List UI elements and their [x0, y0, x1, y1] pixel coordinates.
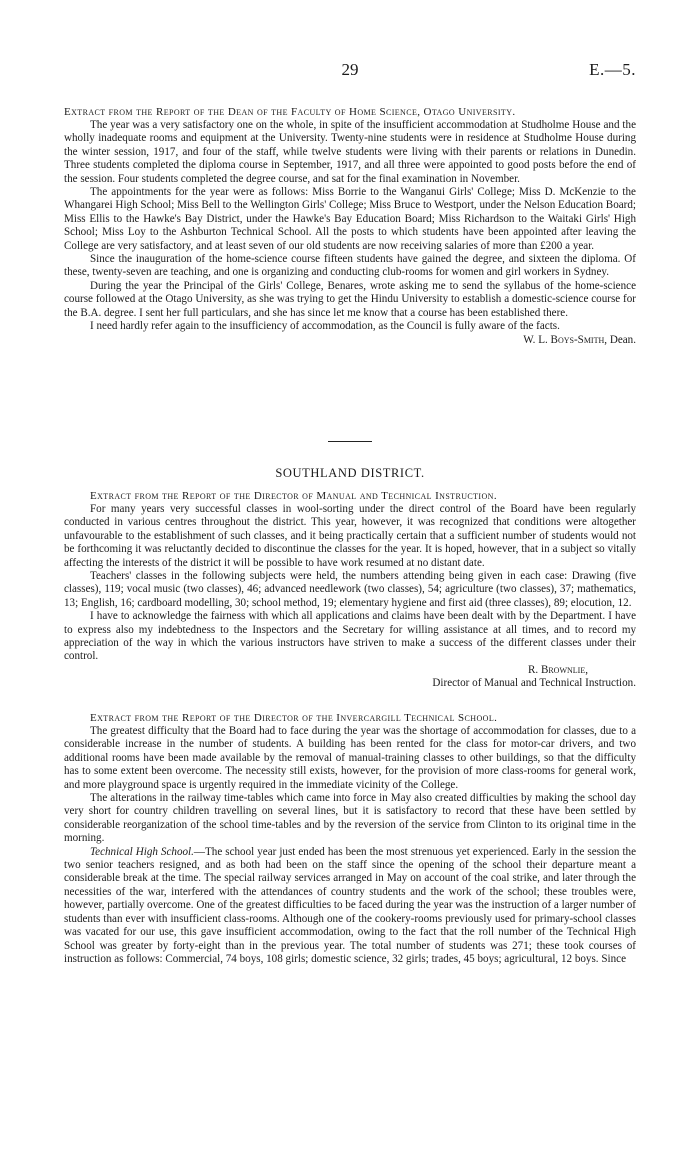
document-reference: E.—5. [589, 60, 636, 79]
district-title: SOUTHLAND DISTRICT. [275, 466, 425, 480]
technical-high-school-paragraph [64, 846, 636, 967]
manual-signature-title: Director of Manual and Technical Instruction. [432, 677, 636, 690]
otago-closing-paragraph [64, 320, 636, 346]
otago-paragraph: The appointments for the year were as follows: Miss Borrie to the Wanganui Girls' College; Miss D. McKenzie to the Whangarei High School; Miss Bell to the Wellington Girls' College; Miss Bruce to Westport, under the Nelson Education Board; Miss Ellis to the Hawke's Bay District, under the Hawke's Bay Education Board; Miss Richardson to the Waitaki Girls' High School; Miss Loy to the Ashburton Technical School. All the posts to which students have been appointed after leaving the College are very satisfactory, and at least seven of our old students are now receiving salaries of more than £200 a year. [64, 186, 636, 252]
otago-paragraph: During the year the Principal of the Girls' College, Benares, wrote asking me to send the syllabus of the home-science course followed at the Otago University, as she was trying to get the Hindu University to establish a domestic-science course for the B.A. degree. I sent her full particulars, and she has since let me know that a course has been established there. [64, 279, 636, 319]
invercargill-heading: Extract from the Report of the Director of the Invercargill Technical School. [90, 712, 498, 724]
otago-heading: Extract from the Report of the Dean of the Faculty of Home Science, Otago University. [64, 106, 516, 118]
manual-paragraph: I have to acknowledge the fairness with which all applications and claims have been dealt with by the Department. I have to express also my indebtedness to the Inspectors and the Secretary for willing assistance at all times, and to record my appreciation of the way in which the various instructors have striven to make a success of the different classes under their control. [64, 610, 636, 663]
otago-paragraph: The year was a very satisfactory one on the whole, in spite of the insufficient accommodation at Studholme House and the wholly inadequate rooms and equipment at the University. Twenty-nine students were in residence at Studholme House during the winter session, 1917, and four of the staff, while twelve students were living with their parents or relations in Dunedin. Three students completed the diploma course in September, 1917, and all three were appointed to good posts before the end of the session. Four students completed the degree course, and sat for the final examination in November. [64, 119, 636, 185]
technical-high-school-label: Technical High School. [90, 845, 194, 858]
otago-paragraph: Since the inauguration of the home-science course fifteen students have gained the degree, and sixteen the diploma. Of these, twenty-seven are teaching, and one is organizing and conducting club-rooms for women and girl workers in Sydney. [64, 253, 636, 279]
invercargill-paragraph: The alterations in the railway time-tables which came into force in May also created difficulties by making the school day very short for country children travelling on several lines, but it is satisfactory to record that these have been settled by considerable reorganization of the school time-tables and by the reversion of the service from Clinton to its original time in the morning. [64, 792, 636, 845]
manual-paragraph: Teachers' classes in the following subjects were held, the numbers attending being given in each case: Drawing (five classes), 119; vocal music (two classes), 46; advanced needlework (two classes), 54; agriculture (two classes), 37; mathematics, 13; English, 16; cardboard modelling, 30; school method, 19; elementary hygiene and first aid (three classes), 89; elocution, 12. [64, 570, 636, 609]
otago-signature: W. L. Boys-Smith, Dean. [523, 333, 636, 346]
signature-title: Dean. [609, 333, 636, 346]
signature-name: W. L. Boys-Smith [523, 333, 605, 346]
manual-signature-name: R. Brownlie, [528, 663, 588, 676]
invercargill-extract [64, 712, 636, 966]
otago-closing-text: I need hardly refer again to the insufficiency of accommodation, as the Council is fully aware of the facts. [90, 320, 560, 333]
page-number: 29 [341, 60, 359, 79]
manual-heading: Extract from the Report of the Director of Manual and Technical Instruction. [90, 490, 497, 502]
section-divider [328, 441, 372, 442]
otago-extract [64, 106, 636, 347]
invercargill-paragraph: The greatest difficulty that the Board had to face during the year was the shortage of accommodation for classes, due to a considerable increase in the number of students. A building has been rented for the class for motor-car drivers, and two additional rooms have been made available by the removal of manual-training classes to other buildings, so that the difficulty has to some extent been overcome. The necessity still exists, however, for the provision of more class-rooms for general work, and more playground space is urgently required in the immediate vicinity of the College. [64, 725, 636, 791]
manual-extract [64, 490, 636, 691]
technical-high-school-text: —The school year just ended has been the most strenuous yet experienced. Early in the session the two senior teachers resigned, and as both had been on the staff since the opening of the school their departure meant a considerable break at the time. The special railway services arranged in May on account of the coal strike, and later through the necessities of the war, interfered with the attendances of country students and the work of the school; these troubles were, however, partially overcome. One of the greatest difficulties to be faced during the year was the instruction of a larger number of students than ever with insufficient class-rooms. Although one of the cookery-rooms previously used for primary-school classes was vacated for our use, this gave insufficient accommodation, owing to the fact that the roll number of the Technical High School was greater by forty-eight than in the previous year. The total number of students was 271; these took courses of instruction as follows: Commercial, 74 boys, 108 girls; domestic science, 32 girls; trades, 45 boys; agricultural, 12 boys. Since [64, 845, 637, 965]
manual-paragraph: For many years very successful classes in wool-sorting under the direct control of the Board have been regularly conducted in various centres throughout the district. This year, however, it was recognized that conditions were altogether unfavourable to the establishment of such classes, and it being practically certain that a sufficient number of students would not be forthcoming it was reluctantly decided to discontinue the classes for the year. It is hoped, however, that in a subject so vitally affecting the interests of the district it will be possible to have work resumed at no distant date. [64, 503, 636, 569]
